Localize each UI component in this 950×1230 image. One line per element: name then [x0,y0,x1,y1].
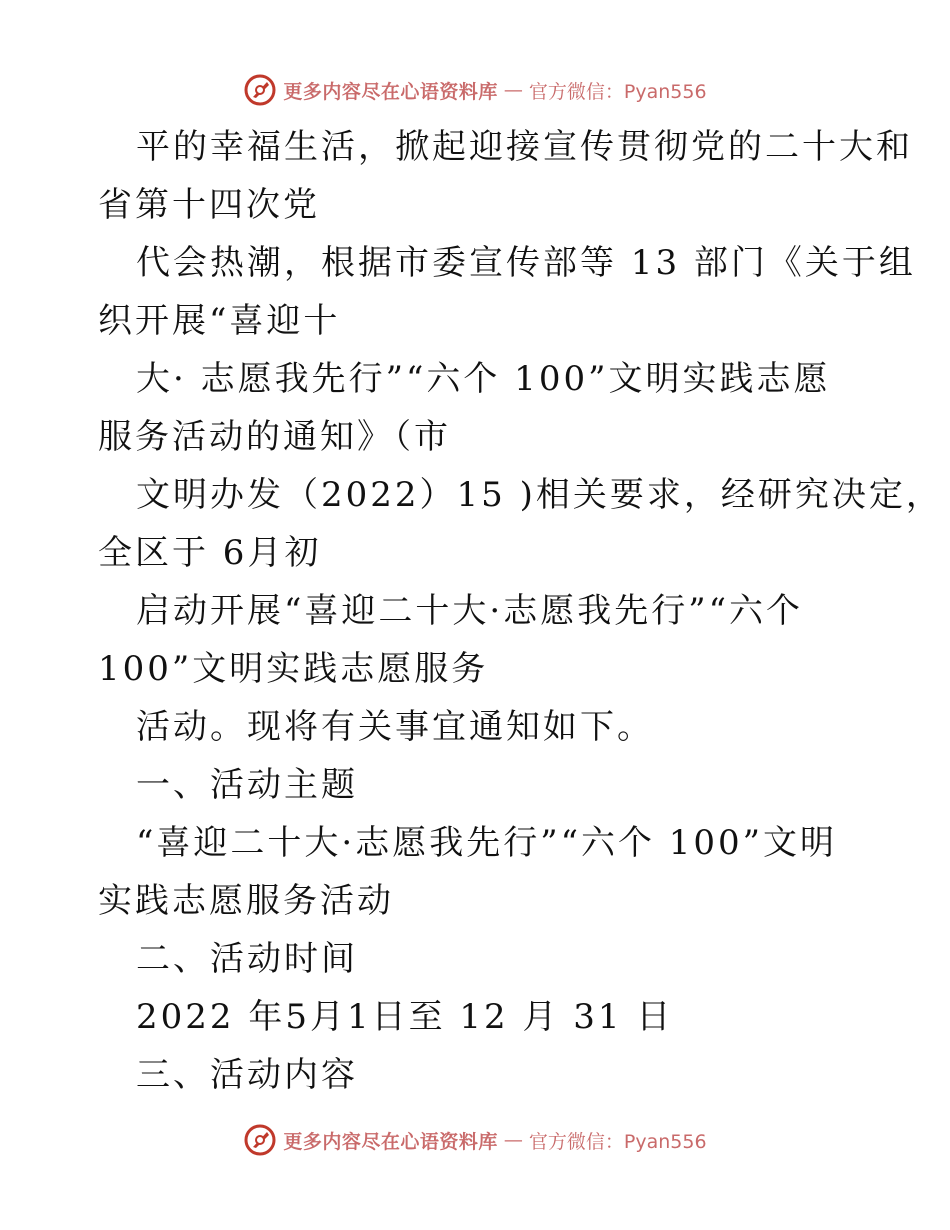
document-line: 平的幸福生活，掀起迎接宣传贯彻党的二十大和 [136,127,913,167]
banner-dash: — [503,1129,523,1151]
banner-site-text: 更多内容尽在心语资料库 [283,1130,498,1153]
document-line: 100”文明实践志愿服务 [98,649,489,689]
footer-watermark-banner [0,1120,950,1160]
document-line: 一、活动主题 [136,765,358,805]
document-line: 实践志愿服务活动 [98,881,394,921]
document-line: 省第十四次党 [98,185,320,225]
document-line: “喜迎二十大·志愿我先行”“六个 100”文明 [136,823,838,863]
document-line: 全区于 6月初 [98,533,322,573]
banner-wechat-text: 官方微信：Pyan556 [528,80,707,103]
banner-wechat-text: 官方微信：Pyan556 [528,1130,707,1153]
document-line: 2022 年5月1日至 12 月 31 日 [136,997,674,1037]
document-line: 文明办发（2022）15 )相关要求，经研究决定， [136,475,943,515]
quill-logo-icon [243,73,277,107]
document-line: 三、活动内容 [136,1055,358,1095]
document-line: 活动。现将有关事宜通知如下。 [136,707,654,747]
banner-site-text: 更多内容尽在心语资料库 [283,80,498,103]
document-line: 织开展“喜迎十 [98,301,341,341]
header-watermark-banner [0,70,950,110]
document-line: 大· 志愿我先行”“六个 100”文明实践志愿 [136,359,831,399]
document-line: 代会热潮，根据市委宣传部等 13 部门《关于组 [136,243,916,283]
document-line: 二、活动时间 [136,939,358,979]
banner-dash: — [503,79,523,101]
document-line: 服务活动的通知》（市 [98,417,451,457]
document-line: 启动开展“喜迎二十大·志愿我先行”“六个 [136,591,803,631]
quill-logo-icon [243,1123,277,1157]
document-body [98,118,943,1104]
